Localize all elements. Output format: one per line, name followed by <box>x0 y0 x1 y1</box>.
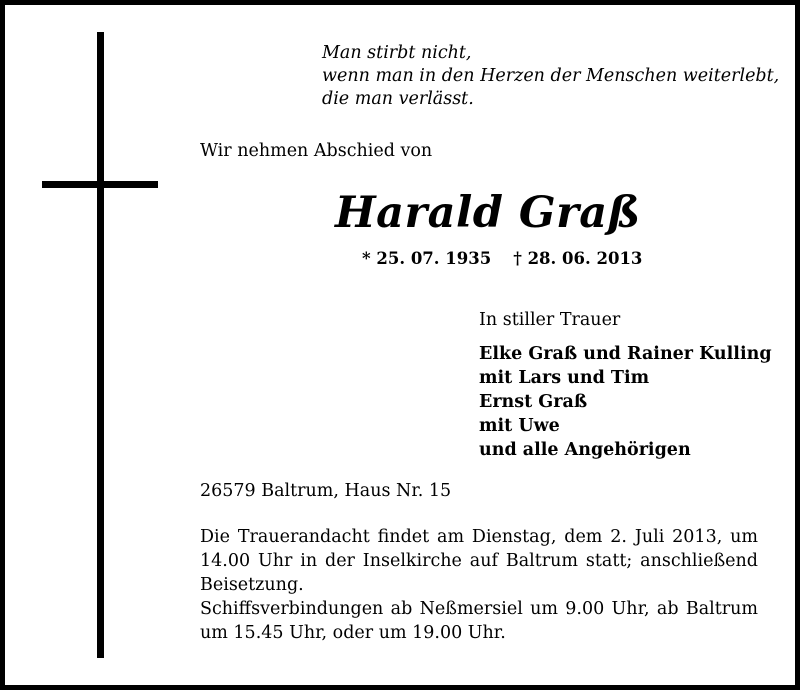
mourner-line: mit Lars und Tim <box>479 368 650 388</box>
mourner-line: Elke Graß und Rainer Kulling <box>479 344 772 364</box>
mourning-heading: In stiller Trauer <box>479 310 621 330</box>
motto <box>322 42 782 111</box>
deceased-name: Harald Graß <box>335 188 641 238</box>
funeral-notice <box>200 525 758 645</box>
death-date: † 28. 06. 2013 <box>513 249 643 268</box>
ferry-text: Schiffsverbindungen ab Neßmersiel um 9.00 Uhr, ab Baltrum um 15.45 Uhr, oder um 19.00 Uhr. <box>200 599 758 643</box>
life-dates <box>362 249 642 268</box>
mourner-line: und alle Angehörigen <box>479 440 691 460</box>
motto-line: die man verlässt. <box>322 89 474 109</box>
address: 26579 Baltrum, Haus Nr. 15 <box>200 481 452 501</box>
mourners-list <box>479 342 772 462</box>
mourner-line: Ernst Graß <box>479 392 588 412</box>
cross-horizontal-bar <box>42 181 158 188</box>
birth-date: * 25. 07. 1935 <box>362 249 492 268</box>
motto-line: Man stirbt nicht, <box>322 43 472 63</box>
ceremony-text: Die Trauerandacht findet am Dienstag, dem 2. Juli 2013, um 14.00 Uhr in der Inselkirche auf Baltrum statt; anschließend Beisetzung. <box>200 527 758 595</box>
motto-line: wenn man in den Herzen der Menschen weiterlebt, <box>322 66 780 86</box>
mourner-line: mit Uwe <box>479 416 560 436</box>
cross-vertical-bar <box>97 32 104 658</box>
intro-text: Wir nehmen Abschied von <box>200 141 433 161</box>
